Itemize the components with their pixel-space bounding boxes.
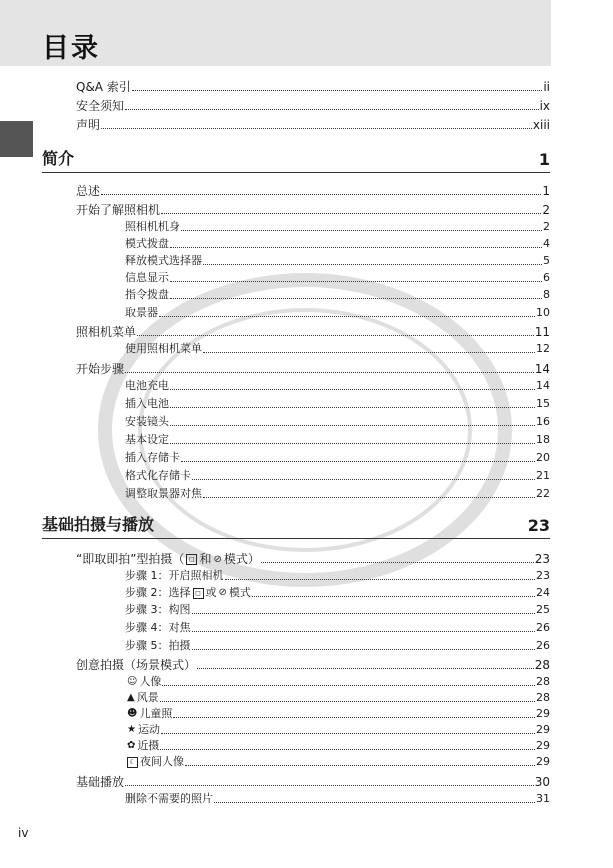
toc-page: 25	[536, 603, 550, 616]
sports-icon: ★	[127, 724, 136, 735]
toc-label: 声明	[76, 118, 101, 132]
flash-off-icon: ⊘	[213, 553, 222, 565]
toc-subentry[interactable]	[125, 414, 550, 430]
leader-dots	[203, 264, 542, 265]
toc-label: 创意拍摄（场景模式）	[76, 658, 197, 672]
toc-entry-notices[interactable]	[76, 117, 550, 133]
leader-dots	[170, 247, 542, 248]
leader-dots	[225, 579, 536, 580]
toc-label: 调整取景器对焦	[125, 487, 202, 500]
section-page: 23	[527, 516, 550, 535]
section-heading-basic-photography[interactable]	[42, 512, 550, 539]
toc-page: ix	[539, 99, 550, 113]
toc-page: 15	[536, 397, 550, 410]
toc-label	[125, 754, 184, 770]
leader-dots	[161, 213, 541, 214]
toc-page: 1	[542, 184, 550, 198]
toc-entry-basic-playback[interactable]	[76, 774, 550, 790]
toc-label	[125, 706, 172, 722]
toc-page: 18	[536, 433, 550, 446]
toc-subentry[interactable]	[125, 450, 550, 466]
toc-page: 23	[536, 569, 550, 582]
toc-label: 基础播放	[76, 775, 125, 789]
toc-subentry[interactable]	[125, 638, 550, 654]
toc-label	[125, 722, 160, 738]
label-part: 儿童照	[139, 707, 173, 720]
toc-label: 开始了解照相机	[76, 203, 161, 217]
toc-entry-point-and-shoot[interactable]	[76, 551, 550, 567]
label-part: 和	[199, 552, 212, 566]
label-part: 运动	[137, 723, 160, 736]
toc-subentry[interactable]	[125, 253, 550, 269]
toc-entry-safety[interactable]	[76, 98, 550, 114]
toc-page: 11	[534, 325, 550, 339]
leader-dots	[132, 90, 543, 91]
label-part: 夜间人像	[140, 755, 184, 768]
leader-dots	[170, 389, 535, 390]
toc-label: 删除不需要的照片	[125, 792, 213, 805]
toc-subentry[interactable]	[125, 706, 550, 722]
section-title: 简介	[42, 149, 75, 168]
toc-page: 29	[536, 723, 550, 736]
toc-subentry[interactable]	[125, 722, 550, 738]
toc-label: 格式化存储卡	[125, 469, 191, 482]
toc-page: 8	[543, 288, 550, 301]
leader-dots	[101, 194, 541, 195]
leader-dots	[203, 352, 535, 353]
toc-page: 29	[536, 707, 550, 720]
label-part: “即取即拍”型拍摄（	[76, 552, 185, 566]
closeup-icon: ✿	[127, 740, 136, 751]
header-bar	[0, 0, 551, 66]
toc-page: 31	[536, 792, 550, 805]
leader-dots	[101, 128, 532, 129]
toc-subentry[interactable]	[125, 585, 550, 601]
label-part: 模式	[228, 586, 251, 599]
toc-subentry[interactable]	[125, 236, 550, 252]
toc-label: 电池充电	[125, 379, 169, 392]
toc-entry-qa-index[interactable]	[76, 79, 550, 95]
toc-page: 12	[536, 342, 550, 355]
toc-entry-overview[interactable]	[76, 183, 550, 199]
leader-dots	[160, 701, 535, 702]
leader-dots	[197, 668, 534, 669]
toc-page: 28	[536, 691, 550, 704]
toc-subentry[interactable]	[125, 674, 550, 690]
toc-page: xiii	[532, 118, 550, 132]
toc-entry-first-steps[interactable]	[76, 361, 550, 377]
label-part: 人像	[139, 675, 162, 688]
toc-label: 释放模式选择器	[125, 254, 202, 267]
toc-page: 30	[534, 775, 550, 789]
leader-dots	[214, 802, 535, 803]
leader-dots	[161, 733, 535, 734]
toc-label: Q&A 索引	[76, 80, 131, 94]
toc-label: 开始步骤	[76, 362, 125, 376]
toc-page: 28	[536, 675, 550, 688]
leader-dots	[170, 407, 535, 408]
toc-page: 16	[536, 415, 550, 428]
toc-label: 指令拨盘	[125, 288, 169, 301]
toc-subentry[interactable]	[125, 690, 550, 706]
child-icon: ☻	[127, 708, 138, 719]
toc-label: 插入电池	[125, 397, 169, 410]
toc-label: 安装镜头	[125, 415, 169, 428]
leader-dots	[252, 596, 535, 597]
toc-subentry[interactable]	[125, 738, 550, 754]
toc-subentry[interactable]	[125, 305, 550, 321]
label-part: 模式）	[223, 552, 260, 566]
leader-dots	[125, 372, 534, 373]
toc-label: 照相机机身	[125, 220, 180, 233]
leader-dots	[181, 461, 535, 462]
toc-label: 插入存储卡	[125, 451, 180, 464]
toc-page: 29	[536, 755, 550, 768]
section-page: 1	[538, 150, 550, 169]
toc-label: 信息显示	[125, 271, 169, 284]
toc-page: 2	[542, 203, 550, 217]
landscape-icon: ▲	[127, 692, 135, 703]
toc-label: 步骤 1：开启照相机	[125, 569, 224, 582]
leader-dots	[192, 649, 536, 650]
toc-page: 2	[543, 220, 550, 233]
toc-subentry[interactable]	[125, 486, 550, 502]
label-part: 或	[205, 586, 217, 599]
leader-dots	[181, 230, 542, 231]
toc-page: 22	[536, 487, 550, 500]
label-part: 风景	[136, 691, 159, 704]
toc-subentry[interactable]	[125, 791, 550, 807]
toc-label: 步骤 3：构图	[125, 603, 191, 616]
toc-label: 基本设定	[125, 433, 169, 446]
label-part: 步骤 2：选择	[125, 586, 191, 599]
toc-page: 6	[543, 271, 550, 284]
leader-dots	[125, 109, 539, 110]
toc-subentry[interactable]	[125, 568, 550, 584]
toc-page: 14	[536, 379, 550, 392]
night-portrait-icon: ☾	[127, 757, 138, 768]
toc-entry-getting-to-know[interactable]	[76, 202, 550, 218]
toc-label: 使用照相机菜单	[125, 342, 202, 355]
label-part: 近摄	[137, 739, 160, 752]
page-title: 目录	[42, 33, 100, 64]
toc-subentry[interactable]	[125, 602, 550, 618]
toc-label: 步骤 5：拍摄	[125, 639, 191, 652]
leader-dots	[170, 298, 542, 299]
toc-subentry[interactable]	[125, 219, 550, 235]
toc-label: 总述	[76, 184, 101, 198]
toc-subentry[interactable]	[125, 270, 550, 286]
leader-dots	[185, 765, 535, 766]
toc-label	[125, 738, 159, 754]
toc-subentry[interactable]	[125, 341, 550, 357]
toc-page: 14	[534, 362, 550, 376]
leader-dots	[125, 785, 534, 786]
toc-page: ii	[543, 80, 550, 94]
toc-subentry[interactable]	[125, 754, 550, 770]
toc-label: 照相机菜单	[76, 325, 137, 339]
leader-dots	[192, 613, 536, 614]
toc-page: 10	[536, 306, 550, 319]
leader-dots	[137, 335, 534, 336]
toc-label	[125, 674, 161, 690]
leader-dots	[170, 425, 535, 426]
toc-page: 28	[534, 658, 550, 672]
auto-mode-icon: ◻	[193, 588, 204, 599]
auto-mode-icon: ◻	[186, 554, 197, 565]
toc-page: 29	[536, 739, 550, 752]
flash-off-icon: ⊘	[218, 587, 227, 598]
leader-dots	[261, 562, 534, 563]
toc-page: 20	[536, 451, 550, 464]
toc-subentry[interactable]	[125, 396, 550, 412]
toc-page: 26	[536, 621, 550, 634]
toc-label: 步骤 4：对焦	[125, 621, 191, 634]
leader-dots	[159, 316, 535, 317]
toc-label: 模式拨盘	[125, 237, 169, 250]
side-tab-marker	[0, 121, 33, 157]
toc-subentry[interactable]	[125, 432, 550, 448]
toc-subentry[interactable]	[125, 287, 550, 303]
toc-label: 安全须知	[76, 99, 125, 113]
toc-label	[76, 551, 260, 567]
toc-page: 5	[543, 254, 550, 267]
toc-subentry[interactable]	[125, 378, 550, 394]
portrait-icon: ☺	[127, 676, 138, 687]
toc-page: 23	[534, 552, 550, 566]
leader-dots	[170, 281, 542, 282]
toc-entry-creative-photography[interactable]	[76, 657, 550, 673]
toc-label: 取景器	[125, 306, 158, 319]
section-heading-intro[interactable]	[42, 146, 550, 173]
toc-subentry[interactable]	[125, 620, 550, 636]
leader-dots	[162, 685, 535, 686]
section-title: 基础拍摄与播放	[42, 515, 155, 534]
leader-dots	[173, 717, 535, 718]
toc-page: 21	[536, 469, 550, 482]
toc-page: 4	[543, 237, 550, 250]
toc-label	[125, 690, 159, 706]
toc-entry-camera-menus[interactable]	[76, 324, 550, 340]
page-number: iv	[18, 826, 29, 840]
leader-dots	[160, 749, 535, 750]
toc-subentry[interactable]	[125, 468, 550, 484]
toc-label	[125, 585, 251, 601]
leader-dots	[203, 497, 535, 498]
toc-page: 24	[536, 586, 550, 599]
toc-page: 26	[536, 639, 550, 652]
leader-dots	[192, 631, 536, 632]
leader-dots	[192, 479, 535, 480]
leader-dots	[170, 443, 535, 444]
